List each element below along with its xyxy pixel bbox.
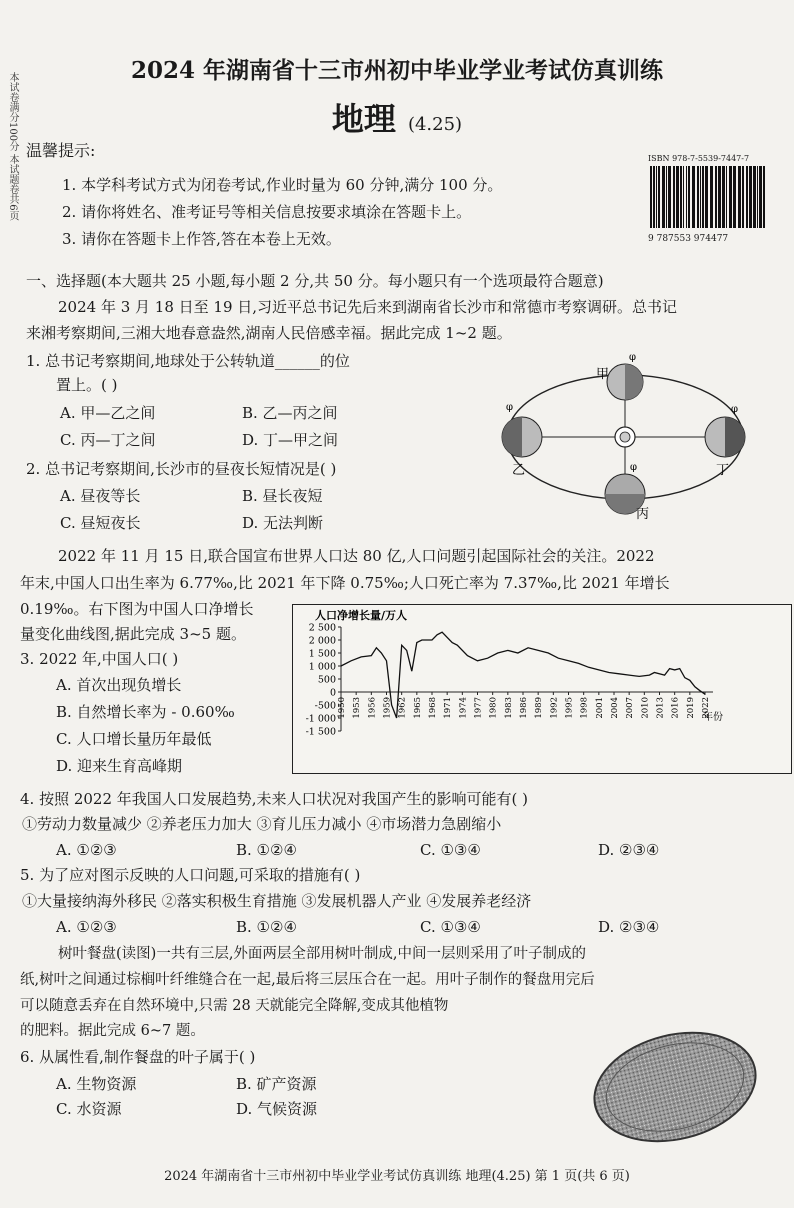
north-ding: φ [731,404,739,415]
chart-xlabel: 年份 [703,712,723,723]
side-note: 本试卷满分100分 本试题卷共6页 [7,72,18,221]
x-tick-label: 1950 [337,697,347,719]
q1-option-b[interactable]: B. 乙—丙之间 [242,404,338,422]
x-tick-label: 1959 [382,697,393,719]
x-tick-label: 2013 [655,697,666,719]
x-tick-label: 1986 [519,697,529,719]
barcode-bar [722,166,725,228]
barcode-bar [749,166,752,228]
x-tick-label: 1956 [367,697,378,719]
label-yi: 乙 [512,463,526,478]
pop-intro-3: 0.19‰。右下图为中国人口净增长 [20,600,254,618]
x-tick-label: 2001 [594,697,605,719]
leaf-intro-1: 树叶餐盘(读图)一共有三层,外面两层全部用树叶制成,中间一层则采用了叶子制成的 [58,946,587,962]
barcode-bar [668,166,671,228]
barcode-bar [697,166,699,228]
isbn-barcode [648,154,768,246]
earth-ding-icon [705,417,745,457]
q4-option-a[interactable]: A. ①②③ [56,841,117,859]
x-tick-label: 2004 [610,697,620,719]
barcode-bar [700,166,701,228]
leaf-intro-4: 的肥料。据此完成 6~7 题。 [20,1023,205,1039]
barcode-bar [705,166,708,228]
tip-item-3: 3. 请你在答题卡上作答,答在本卷上无效。 [62,230,341,248]
exam-subtitle [0,94,794,140]
tip-item-1: 1. 本学科考试方式为闭卷考试,作业时量为 60 分钟,满分 100 分。 [62,176,503,194]
q1-stem-2: 置上。( ) [56,376,118,394]
x-tick-label: 1998 [579,697,590,719]
y-tick-label: 500 [317,674,336,686]
x-tick-label: 2007 [625,697,636,719]
barcode-bar [673,166,675,228]
barcode-bar [656,166,657,228]
x-tick-label: 1983 [503,697,514,719]
population-chart-svg [293,605,791,773]
pop-intro-4: 量变化曲线图,据此完成 3~5 题。 [20,625,246,643]
barcode-bar [746,166,748,228]
q5-stem: 5. 为了应对图示反映的人口问题,可采取的措施有( ) [20,866,361,884]
q5-option-c[interactable]: C. ①③④ [420,918,481,936]
q2-option-b[interactable]: B. 昼长夜短 [242,487,323,505]
tips-heading: 温馨提示: [26,141,96,160]
barcode-bar [757,166,758,228]
q5-statements: ①大量接纳海外移民 ②落实积极生育措施 ③发展机器人产业 ④发展养老经济 [22,892,532,910]
tip-item-2: 2. 请你将姓名、准考证号等相关信息按要求填涂在答题卡上。 [62,203,472,221]
q4-stem: 4. 按照 2022 年我国人口发展趋势,未来人口状况对我国产生的影响可能有( ) [20,790,529,808]
barcode-bar [653,166,655,228]
x-tick-label: 2016 [670,697,681,719]
q3-stem: 3. 2022 年,中国人口( ) [20,650,179,668]
barcode-bar [763,166,765,228]
page-footer: 2024 年湖南省十三市州初中毕业学业考试仿真训练 地理(4.25) 第 1 页(共 6 页) [164,1169,630,1184]
q3-option-a[interactable]: A. 首次出现负增长 [56,676,182,694]
north-bing: φ [630,462,638,473]
q1-option-a[interactable]: A. 甲—乙之间 [60,404,156,422]
barcode-bar [726,166,727,228]
q5-option-d[interactable]: D. ②③④ [598,918,660,936]
leaf-intro-3: 可以随意丢弃在自然环境中,只需 28 天就能完全降解,变成其他植物 [20,998,449,1014]
q4-option-c[interactable]: C. ①③④ [420,841,481,859]
subject-label: 地理 [331,100,396,138]
barcode-bar [676,166,679,228]
intro-line-1: 2024 年 3 月 18 日至 19 日,习近平总书记先后来到湖南省长沙市和常德市考察调研。总书记 [58,298,678,316]
x-tick-label: 1971 [443,697,454,719]
leaf-intro-2: 纸,树叶之间通过棕榈叶纤维缝合在一起,最后将三层压合在一起。用叶子制作的餐盘用完后 [20,972,595,988]
q6-option-c[interactable]: C. 水资源 [56,1100,122,1118]
q1-option-c[interactable]: C. 丙—丁之间 [60,431,156,449]
q2-stem: 2. 总书记考察期间,长沙市的昼夜长短情况是( ) [26,460,337,478]
earth-yi-icon [502,417,542,457]
y-tick-label: 1 000 [308,661,336,673]
label-jia: 甲 [596,367,610,382]
y-tick-label: -1 500 [305,726,336,738]
intro-line-2: 来湘考察期间,三湘大地春意盎然,湖南人民倍感幸福。据此完成 1~2 题。 [26,324,512,342]
x-tick-label: 2022 [701,697,711,719]
barcode-bar [683,166,684,228]
barcode-number: 9 787553 974477 [648,234,729,244]
pop-intro-2: 年末,中国人口出生率为 6.77‰,比 2021 年下降 0.75‰;人口死亡率为 7.37‰,比 2021 年增长 [20,574,670,592]
leaf-plate-image [585,1022,765,1152]
pop-intro-1: 2022 年 11 月 15 日,联合国宣布世界人口达 80 亿,人口问题引起国际社会的关注。2022 [58,547,655,565]
y-tick-label: 1 500 [308,648,336,660]
q4-option-b[interactable]: B. ①②④ [236,841,297,859]
barcode-bar [733,166,736,228]
label-ding: 丁 [716,463,730,478]
x-tick-label: 1992 [549,697,560,719]
q4-statements: ①劳动力数量减少 ②养老压力加大 ③育儿压力减小 ④市场潜力急剧缩小 [22,815,502,833]
q1-stem: 1. 总书记考察期间,地球处于公转轨道______的位 [26,352,350,370]
north-yi: φ [506,402,514,413]
barcode-bar [715,166,717,228]
q2-option-c[interactable]: C. 昼短夜长 [60,514,141,532]
x-tick-label: 2010 [640,697,651,719]
y-tick-label: -500 [314,700,336,712]
q6-option-b[interactable]: B. 矿产资源 [236,1075,317,1093]
q2-option-d[interactable]: D. 无法判断 [242,514,324,532]
barcode-bar [729,166,732,228]
barcode-bar [692,166,695,228]
barcode-bar [650,166,652,228]
barcode-icon [648,164,768,230]
y-tick-label: 0 [329,687,336,699]
population-chart [292,604,792,774]
q2-option-a[interactable]: A. 昼夜等长 [60,487,141,505]
q4-option-d[interactable]: D. ②③④ [598,841,660,859]
x-tick-label: 1965 [412,697,423,719]
barcode-bar [718,166,721,228]
barcode-bar [753,166,756,228]
barcode-bar [688,166,690,228]
q5-option-b[interactable]: B. ①②④ [236,918,297,936]
barcode-bar [686,166,687,228]
section-heading: 一、选择题(本大题共 25 小题,每小题 2 分,共 50 分。每小题只有一个选项最符合题意) [26,272,604,290]
x-tick-label: 1995 [564,697,575,719]
q5-option-a[interactable]: A. ①②③ [56,918,117,936]
exam-date: (4.25) [407,114,463,135]
q1-option-d[interactable]: D. 丁—甲之间 [242,431,339,449]
isbn-text: ISBN 978-7-5539-7447-7 [648,154,750,163]
y-tick-label: 2 000 [308,635,336,647]
barcode-bar [702,166,704,228]
barcode-bar [658,166,660,228]
barcode-bar [680,166,682,228]
label-bing: 丙 [636,507,650,522]
chart-ylabel: 人口净增长量/万人 [315,609,408,622]
north-jia: φ [629,352,637,363]
exam-title: 2024 年湖南省十三市州初中毕业学业考试仿真训练 [130,57,664,84]
x-tick-label: 1962 [397,697,408,719]
barcode-bar [666,166,667,228]
q3-option-c[interactable]: C. 人口增长量历年最低 [56,730,212,748]
barcode-bar [742,166,744,228]
y-tick-label: 2 500 [308,622,336,634]
q3-option-b[interactable]: B. 自然增长率为 - 0.60‰ [56,703,235,721]
barcode-bar [662,166,665,228]
x-tick-label: 2019 [685,697,696,719]
q6-option-d[interactable]: D. 气候资源 [236,1100,318,1118]
earth-jia-icon [607,364,643,400]
x-tick-label: 1953 [352,697,363,719]
x-tick-label: 1980 [488,697,499,719]
barcode-bar [759,166,762,228]
q6-option-a[interactable]: A. 生物资源 [56,1075,137,1093]
orbit-diagram [490,352,760,522]
barcode-bar [710,166,713,228]
x-tick-label: 1989 [534,697,545,719]
x-tick-label: 1977 [473,697,484,719]
x-tick-label: 1968 [428,697,438,719]
q3-option-d[interactable]: D. 迎来生育高峰期 [56,757,183,775]
x-tick-label: 1974 [458,697,469,719]
q6-stem: 6. 从属性看,制作餐盘的叶子属于( ) [20,1048,256,1066]
y-tick-label: -1 000 [305,713,336,725]
barcode-bar [738,166,741,228]
